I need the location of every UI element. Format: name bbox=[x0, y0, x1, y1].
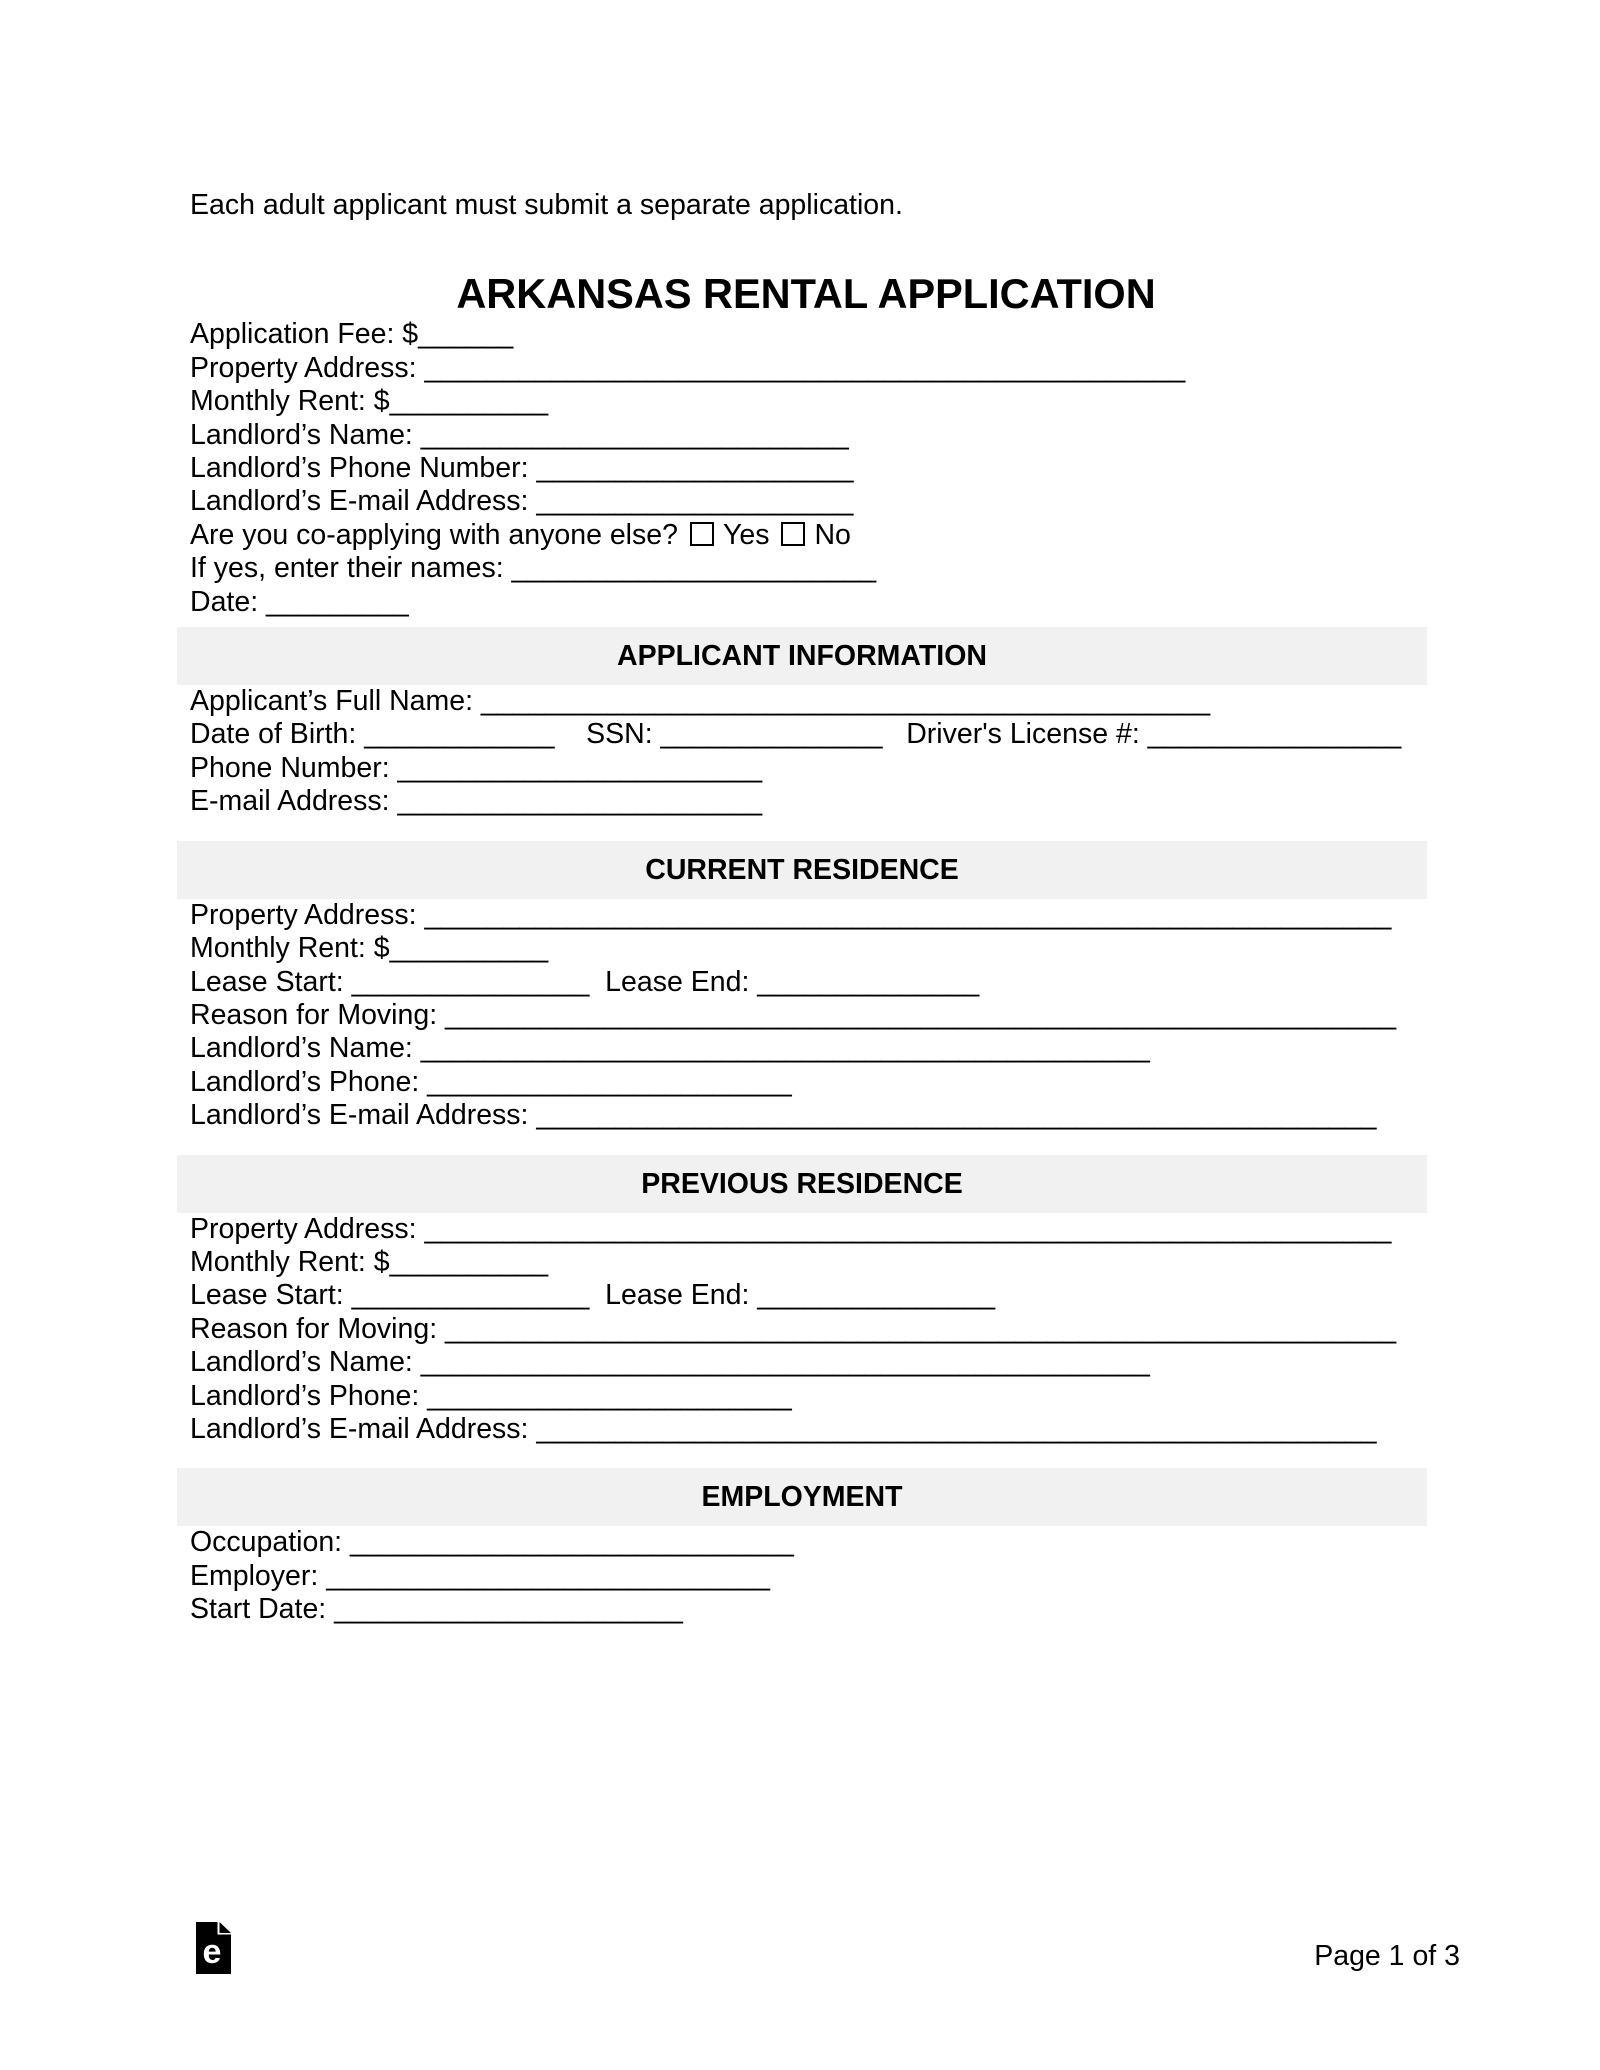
field-previous-lease-start-end: Lease Start: _______________ Lease End: _______________ bbox=[190, 1279, 996, 1312]
field-current-landlord-email: Landlord’s E-mail Address: _____________________________________________________ bbox=[190, 1099, 1377, 1132]
section-title: PREVIOUS RESIDENCE bbox=[641, 1167, 963, 1200]
field-phone-number: Phone Number: _______________________ bbox=[190, 751, 763, 784]
field-occupation: Occupation: ____________________________ bbox=[190, 1526, 794, 1559]
field-applicant-full-name: Applicant’s Full Name: ______________________________________________ bbox=[190, 685, 1211, 718]
yes-label: Yes bbox=[722, 518, 770, 551]
field-previous-landlord-phone: Landlord’s Phone: _______________________ bbox=[190, 1379, 792, 1412]
field-current-lease-start-end: Lease Start: _______________ Lease End: ______________ bbox=[190, 965, 980, 998]
field-application-fee: Application Fee: $______ bbox=[190, 318, 514, 351]
no-checkbox[interactable] bbox=[781, 522, 805, 546]
document-content bbox=[190, 189, 1422, 1627]
field-previous-property-address: Property Address: _____________________________________________________________ bbox=[190, 1212, 1392, 1245]
field-previous-landlord-name: Landlord’s Name: ______________________________________________ bbox=[190, 1346, 1150, 1379]
section-header-current-residence bbox=[177, 841, 1427, 899]
section-title: EMPLOYMENT bbox=[701, 1481, 903, 1514]
field-previous-reason-for-moving: Reason for Moving: ____________________________________________________________ bbox=[190, 1312, 1397, 1345]
field-landlord-name: Landlord’s Name: ___________________________ bbox=[190, 418, 849, 451]
yes-checkbox[interactable] bbox=[690, 522, 714, 546]
section-header-applicant-information bbox=[177, 627, 1427, 685]
intro-note: Each adult applicant must submit a separate application. bbox=[190, 189, 903, 221]
co-applying-line bbox=[190, 519, 1422, 552]
field-current-reason-for-moving: Reason for Moving: ____________________________________________________________ bbox=[190, 998, 1397, 1031]
eforms-logo bbox=[196, 1922, 231, 1974]
field-previous-monthly-rent: Monthly Rent: $__________ bbox=[190, 1245, 549, 1278]
field-current-landlord-phone: Landlord’s Phone: _______________________ bbox=[190, 1065, 792, 1098]
field-landlord-email-address: Landlord’s E-mail Address: ____________________ bbox=[190, 485, 854, 518]
field-employer: Employer: ____________________________ bbox=[190, 1559, 771, 1592]
page-title: ARKANSAS RENTAL APPLICATION bbox=[456, 270, 1156, 318]
field-dob-ssn-drivers-license: Date of Birth: ____________ SSN: ______________ Driver's License #: ________________ bbox=[190, 718, 1402, 751]
field-start-date: Start Date: ______________________ bbox=[190, 1593, 683, 1626]
field-current-monthly-rent: Monthly Rent: $__________ bbox=[190, 932, 549, 965]
section-header-previous-residence bbox=[177, 1155, 1427, 1213]
field-monthly-rent: Monthly Rent: $__________ bbox=[190, 385, 549, 418]
page-number: Page 1 of 3 bbox=[1314, 1940, 1460, 1972]
field-property-address: Property Address: ________________________________________________ bbox=[190, 351, 1186, 384]
section-title: CURRENT RESIDENCE bbox=[645, 853, 959, 886]
field-date: Date: _________ bbox=[190, 585, 409, 618]
no-label: No bbox=[814, 518, 851, 551]
field-email-address: E-mail Address: _______________________ bbox=[190, 785, 763, 818]
field-landlord-phone-number: Landlord’s Phone Number: ____________________ bbox=[190, 452, 854, 485]
section-title: APPLICANT INFORMATION bbox=[617, 640, 987, 673]
field-current-property-address: Property Address: _____________________________________________________________ bbox=[190, 898, 1392, 931]
eforms-logo-letter: e bbox=[202, 1933, 222, 1971]
section-header-employment bbox=[177, 1468, 1427, 1526]
co-applying-question: Are you co-applying with anyone else? bbox=[190, 518, 678, 551]
field-current-landlord-name: Landlord’s Name: ______________________________________________ bbox=[190, 1032, 1150, 1065]
field-previous-landlord-email: Landlord’s E-mail Address: _____________________________________________________ bbox=[190, 1412, 1377, 1445]
document-page-icon bbox=[196, 1922, 231, 1974]
field-co-applicant-names: If yes, enter their names: _______________________ bbox=[190, 552, 877, 585]
